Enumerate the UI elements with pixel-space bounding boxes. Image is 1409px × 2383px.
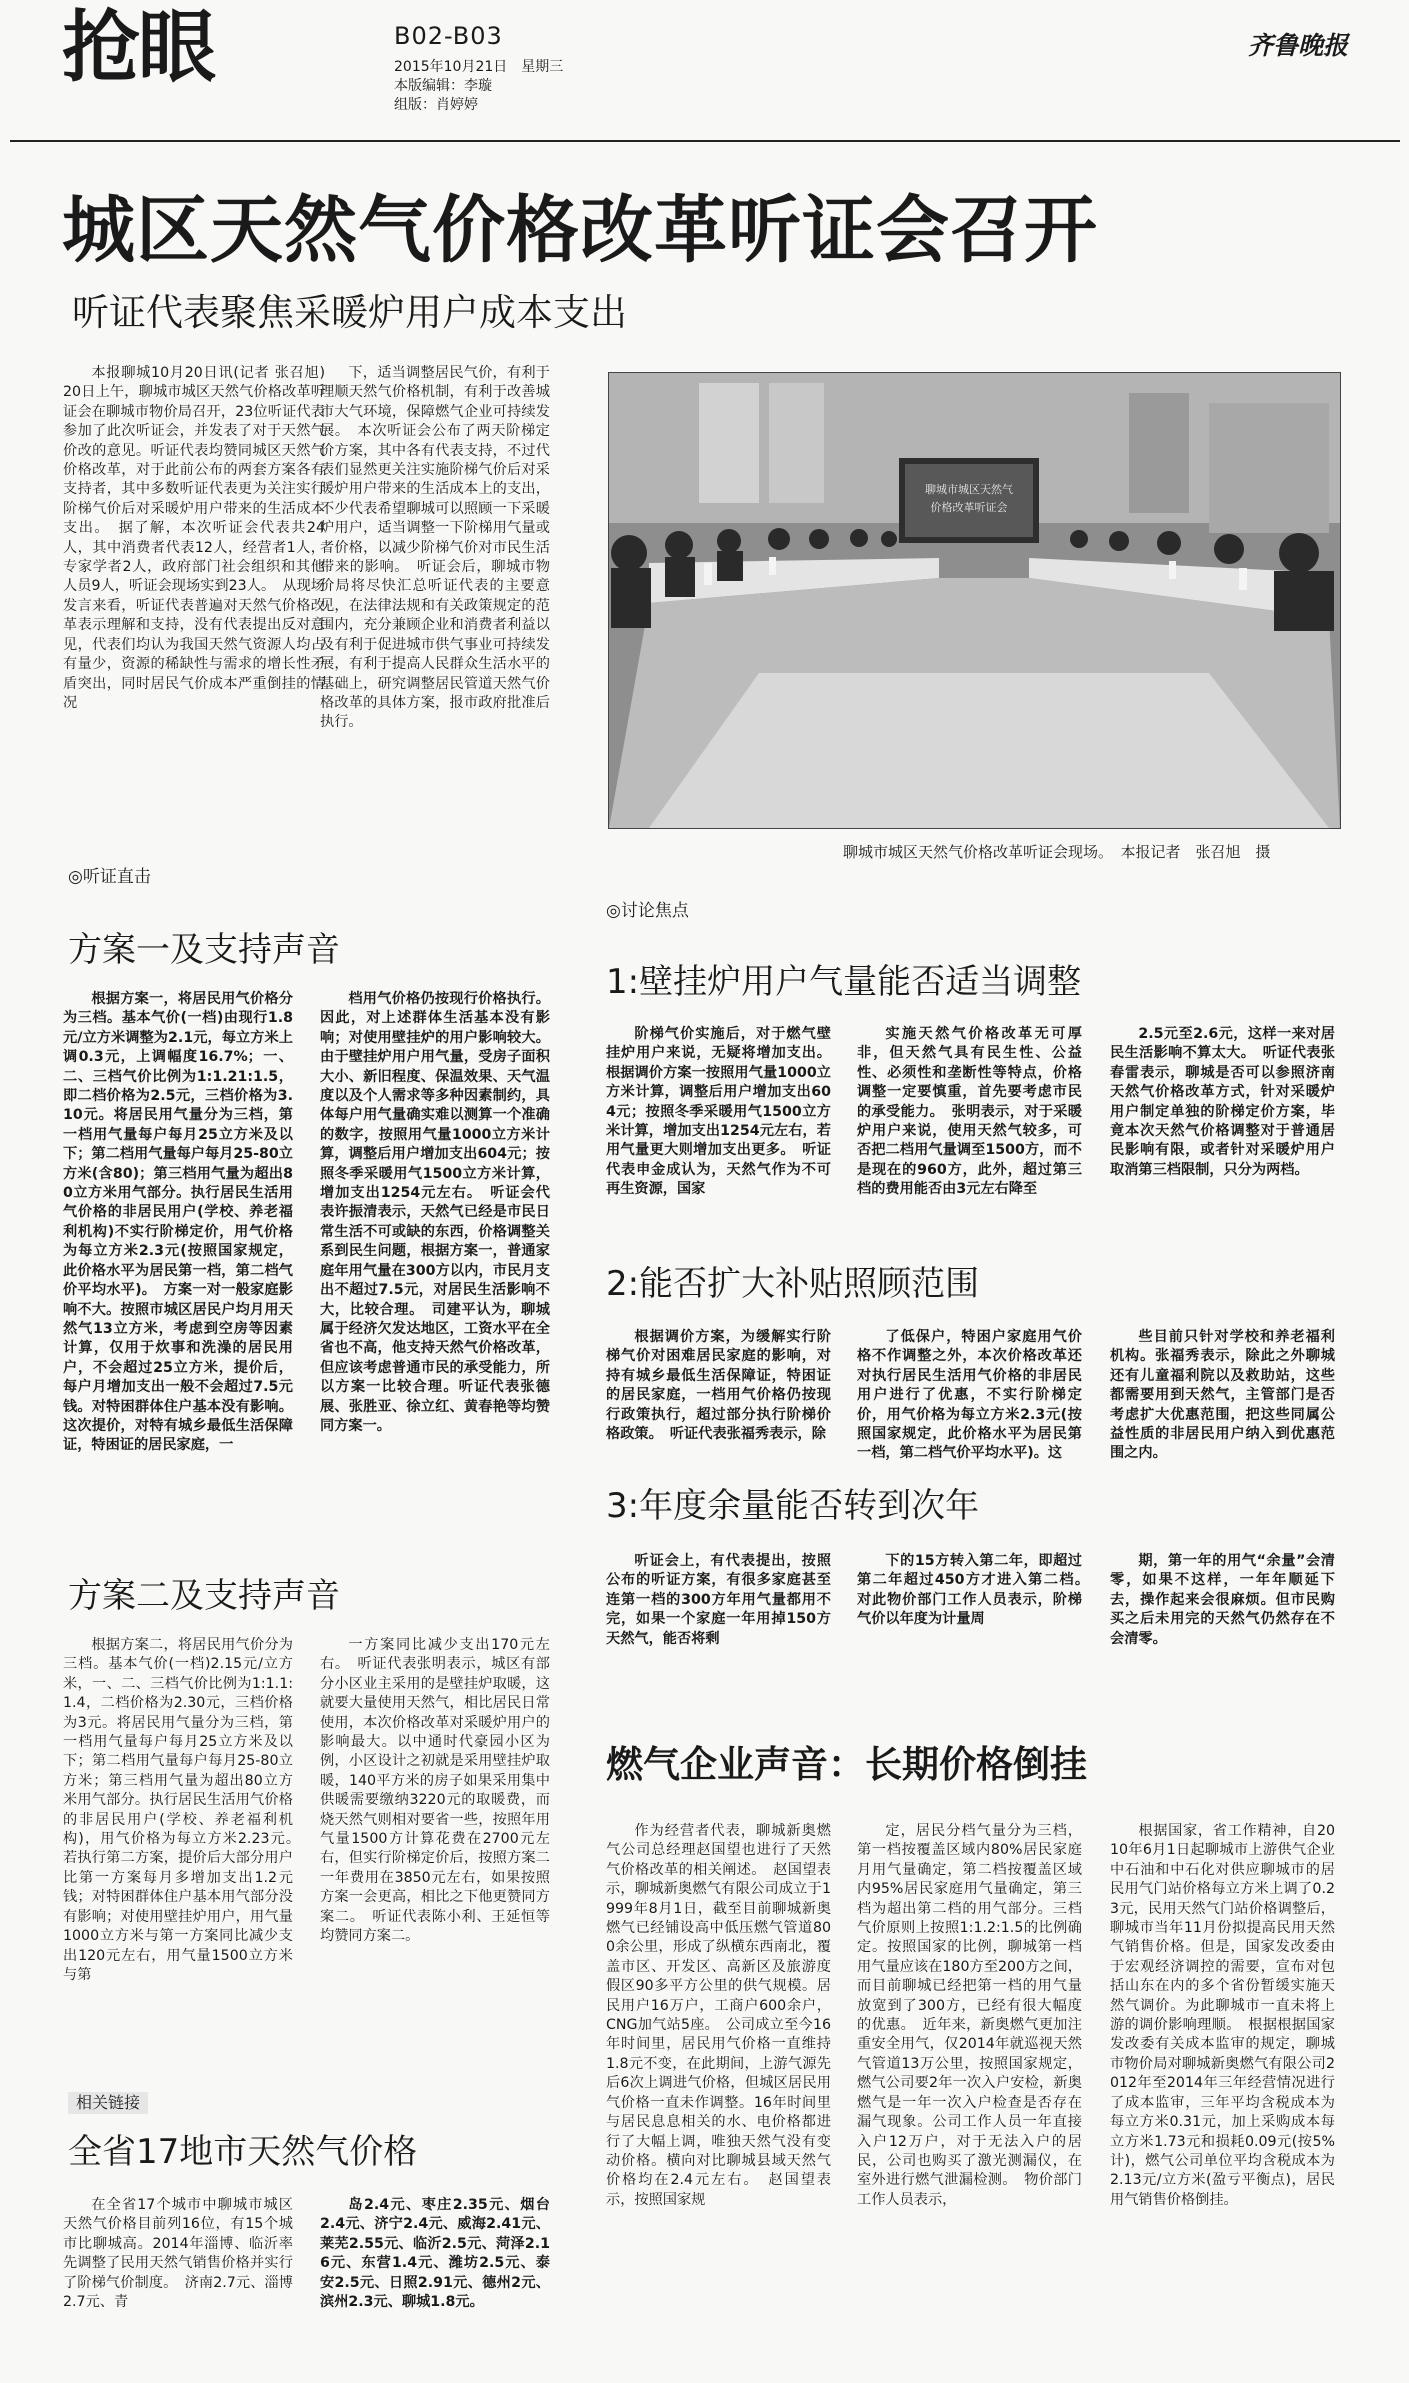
plan2-column-1: 根据方案二，将居民用气价分为三档。基本气价(一档)2.15元/立方米，一、二、三档气价比例为1:1.1:1.4，二档价格为2.30元，三档价格为3元。将居民用气量分为三档，第一档用气量每户每月25立方米及以下；第二档用气量每户每月25-80立方米；第三档用气量为超出80立方米用气部分。执行居民生活用气价格的非居民用户(学校、养老福利机构)，用气价格为每立方米2.23元。 若执行第二方案，提价后大部分用户比第一方案每月多增加支出1.2元钱；对特困群体住户基本用气部分没有影响；对使用壁挂炉用户，用气量1000立方米与第一方案同比减少支出120元左右，用气量1500立方米与第 bbox=[63, 1637, 308, 1983]
q1-column-2: 实施天然气价格改革无可厚非，但天然气具有民生性、公益性、必须性和垄断性等特点，价格调整一定要慎重，首先要考虑市民的承受能力。 张明表示，对于采暖炉用户来说，使用天然气较多，可否把二档用气量调至1500方，而不是现在的960方，此外，超过第三档的费用能否由3元左右降至 bbox=[857, 1026, 1082, 1198]
section-marker-discussion: ◎讨论焦点 bbox=[606, 901, 689, 921]
editor-credit: 本版编辑：李璇 bbox=[394, 78, 492, 94]
hearing-photo bbox=[608, 372, 1341, 829]
hearing-photo-illustration bbox=[609, 373, 1340, 828]
q2-column-2: 了低保户，特困户家庭用气价格不作调整之外，本次价格改革还对执行居民生活用气价格的非居民用户进行了优惠，不实行阶梯定价，用气价格为每立方米2.3元(按照国家规定，此价格水平为居民第一档，第二档气价平均水平)。这 bbox=[857, 1329, 1082, 1462]
plan1-heading: 方案一及支持声音 bbox=[68, 930, 340, 970]
q2-heading: 2:能否扩大补贴照顾范围 bbox=[606, 1264, 980, 1304]
related-heading: 全省17地市天然气价格 bbox=[68, 2132, 418, 2172]
issue-date: 2015年10月21日 星期三 bbox=[394, 59, 564, 75]
screen-text-line-1: 聊城市城区天然气 bbox=[925, 483, 1013, 496]
related-column-2: 岛2.4元、枣庄2.35元、烟台2.4元、济宁2.4元、威海2.41元、莱芜2.55元、临沂2.5元、菏泽2.16元、东营1.4元、潍坊2.5元、泰安2.5元、日照2.91元、德州2元、滨州2.3元、聊城1.8元。 bbox=[320, 2197, 550, 2311]
section-masthead: 抢眼 bbox=[62, 2, 215, 93]
layout-credit: 组版：肖婷婷 bbox=[394, 97, 478, 113]
issue-meta bbox=[394, 58, 563, 115]
page-range: B02-B03 bbox=[394, 22, 503, 50]
photo-caption: 聊城市城区天然气价格改革听证会现场。 本报记者 张召旭 摄 bbox=[843, 843, 1271, 861]
q2-column-1: 根据调价方案，为缓解实行阶梯气价对困难居民家庭的影响，对持有城乡最低生活保障证，特困证的居民家庭，一档用气价格仍按现行政策执行，超过部分执行阶梯价格政策。 听证代表张福秀表示，除 bbox=[606, 1329, 831, 1443]
lead-column-1: 本报聊城10月20日讯(记者 张召旭) 20日上午，聊城市城区天然气价格改革听证会在聊城市物价局召开，23位听证代表参加了此次听证会，并发表了对于天然气价改的意见。听证代表均赞同城区天然气价格改革，对于此前公布的两套方案各有支持者，其中多数听证代表更为关注实行阶梯气价后对采暖炉用户带来的生活成本支出。 据了解，本次听证会代表共24人，其中消费者代表12人，经营者1人，专家学者2人，政府部门社会组织和其他人员9人，听证会现场实到23人。 从现场发言来看，听证代表普遍对天然气价格改革表示理解和支持，没有代表提出反对意见，代表们均认为我国天然气资源人均占有量少，资源的稀缺性与需求的增长性矛盾突出，同时居民气价成本严重倒挂的情况 bbox=[63, 365, 340, 711]
section-marker-hearing: ◎听证直击 bbox=[68, 867, 151, 887]
gas-column-2: 定，居民分档气量分为三档，第一档按覆盖区域内80%居民家庭月用气量确定，第二档按覆盖区域内95%居民家庭用气量确定，第三档为超出第二档的用气部分。三档气价原则上按照1:1.2:1.5的比例确定。按照国家的比例，聊城第一档用气量应该在180方至200方之间，而目前聊城已经把第一档的用气量放宽到了300方，已经有很大幅度的优惠。 近年来，新奥燃气更加注重安全用气，仅2014年就巡视天然气管道13万公里，按照国家规定，燃气公司要2年一次入户安检，新奥燃气是一年一次入户检查是否存在漏气现象。公司工作人员一年直接入户12万户，对于无法入户的居民，公司也购买了激光测漏仪，在室外进行燃气泄漏检测。 物价部门工作人员表示， bbox=[857, 1823, 1082, 2208]
plan2-column-2: 一方案同比减少支出170元左右。 听证代表张明表示，城区有部分小区业主采用的是壁挂炉取暖，这就要大量使用天然气，相比居民日常使用，本次价格改革对采暖炉用户的影响最大。以中通时代豪园小区为例，小区设计之初就是采用壁挂炉取暖，140平方米的房子如果采用集中供暖需要缴纳3220元的取暖费，而烧天然气则相对要省一些，按照年用气量1500方计算花费在2700元左右，但实行阶梯定价后，按照方案二一年费用在3850元左右，如果按照方案一会更高，相比之下他更赞同方案二。 听证代表陈小利、王延恒等均赞同方案二。 bbox=[320, 1637, 550, 1945]
article-title: 城区天然气价格改革听证会召开 bbox=[62, 188, 1098, 273]
related-column-1: 在全省17个城市中聊城市城区天然气价格目前列16位，有15个城市比聊城高。2014年淄博、临沂率先调整了民用天然气销售价格并实行了阶梯气价制度。 济南2.7元、淄博2.7元、青 bbox=[63, 2197, 293, 2311]
q3-column-3: 期，第一年的用气“余量”会清零，如果不这样，一年年顺延下去，操作起来会很麻烦。但市民购买之后未用完的天然气仍然存在不会清零。 bbox=[1110, 1553, 1335, 1647]
gas-company-heading: 燃气企业声音：长期价格倒挂 bbox=[606, 1743, 1087, 1786]
q1-column-3: 2.5元至2.6元，这样一来对居民生活影响不算太大。 听证代表张春雷表示，聊城是否可以参照济南天然气价格改革方式，针对采暖炉用户制定单独的阶梯定价方案，毕竟本次天然气价格调整对于普通居民影响有限，或者针对采暖炉用户取消第三档限制，只分为两档。 bbox=[1110, 1026, 1335, 1178]
plan2-heading: 方案二及支持声音 bbox=[68, 1576, 340, 1616]
gas-column-1: 作为经营者代表，聊城新奥燃气公司总经理赵国望也进行了天然气价格改革的相关阐述。 赵国望表示，聊城新奥燃气有限公司成立于1999年8月1日，截至目前聊城新奥燃气已经铺设高中低压燃气管道800余公里，形成了纵横东西南北，覆盖市区、开发区、高新区及旅游度假区90多平方公里的供气规模。居民用户16万户，工商户600余户，CNG加气站5座。 公司成立至今16年时间里，居民用气价格一直维持1.8元不变，在此期间，上游气源先后6次上调进气价格，但城区居民用气价格一直未作调整。16年时间里与居民息息相关的水、电价格都进行了大幅上调，唯独天然气没有变动价格。横向对比聊城县域天然气价格均在2.4元左右。 赵国望表示，按照国家规 bbox=[606, 1823, 831, 2208]
article-subtitle: 听证代表聚焦采暖炉用户成本支出 bbox=[72, 291, 627, 334]
q1-column-1: 阶梯气价实施后，对于燃气壁挂炉用户来说，无疑将增加支出。根据调价方案一按照用气量1000立方米计算，调整后用户增加支出604元；按照冬季采暖用气1500立方米计算，增加支出1254元左右，若用气量更大则增加支出更多。 听证代表申金成认为，天然气作为不可再生资源，国家 bbox=[606, 1026, 831, 1198]
header-rule bbox=[10, 140, 1400, 142]
gas-column-3: 根据国家，省工作精神，自2010年6月1日起聊城市上游供气企业中石油和中石化对供应聊城市的居民用气门站价格每立方米上调了0.23元，民用天然气门站价格调整后，聊城市当年11月份拟提高民用天然气销售价格。但是，国家发改委由于宏观经济调控的需要，宣布对包括山东在内的多个省份暂缓实施天然气调价。为此聊城市一直未将上游的调价影响理顺。 根据根据国家发改委有关成本监审的规定，聊城市物价局对聊城新奥燃气有限公司2012年至2014年三年经营情况进行了成本监审，三年平均含税成本为每立方米0.31元，加上采购成本每立方米1.73元和损耗0.09元(按5%计)，燃气公司单位平均含税成本为2.13元/立方米(盈亏平衡点)，居民用气销售价格倒挂。 bbox=[1110, 1823, 1335, 2208]
newspaper-name: 齐鲁晚报 bbox=[1248, 31, 1349, 60]
related-link-tag: 相关链接 bbox=[68, 2092, 148, 2114]
q3-column-1: 听证会上，有代表提出，按照公布的听证方案，有很多家庭甚至连第一档的300方年用气量都用不完，如果一个家庭一年用掉150方天然气，能否将剩 bbox=[606, 1553, 831, 1647]
q3-column-2: 下的15方转入第二年，即超过第二年超过450方才进入第二档。 对此物价部门工作人员表示，阶梯气价以年度为计量周 bbox=[857, 1553, 1097, 1628]
screen-text-line-2: 价格改革听证会 bbox=[930, 501, 1008, 514]
q2-column-3: 些目前只针对学校和养老福利机构。张福秀表示，除此之外聊城还有儿童福利院以及救助站，这些都需要用到天然气，主管部门是否考虑扩大优惠范围，把这些同属公益性质的非居民用户纳入到优惠范围之内。 bbox=[1110, 1329, 1335, 1462]
plan1-column-1: 根据方案一，将居民用气价格分为三档。基本气价(一档)由现行1.8元/立方米调整为2.1元，每立方米上调0.3元，上调幅度16.7%；一、二、三档气价比例为1:1.21:1.5，即二档价格为2.5元，三档价格为3.10元。将居民用气量分为三档，第一档用气量每户每月25立方米及以下；第二档用气量每户每月25-80立方米(含80)；第三档用气量为超出80立方米用气部分。执行居民生活用气价格的非居民用户(学校、养老福利机构)不实行阶梯定价，用气价格为每立方米2.3元(按照国家规定，此价格水平为居民第一档，第二档气价平均水平)。 方案一对一般家庭影响不大。按照市城区居民户均月用天然气13立方米，考虑到空房等因素计算，仅用于炊事和洗澡的居民用户，不会超过25立方米，提价后，每户月增加支出一般不会超过7.5元钱。对特困群体住户基本没有影响。这次提价，对特有城乡最低生活保障证，特困证的居民家庭，一 bbox=[63, 991, 293, 1454]
lead-column-2: 下，适当调整居民气价，有利于理顺天然气价格机制，有利于改善城市大气环境，保障燃气企业可持续发展。 本次听证会公布了两天阶梯定价方案，其中各有代表支持，不过代表们显然更关注实施阶梯气价后对采暖炉用户带来的生活成本上的支出，不少代表希望聊城可以照顾一下采暖炉用户，适当调整一下阶梯用气量或者价格，以减少阶梯气价对市民生活带来的影响。 听证会后，聊城市物价局将尽快汇总听证代表的主要意见，在法律法规和有关政策规定的范围内，充分兼顾企业和消费者利益以及有利于促进城市供气事业可持续发展，有利于提高人民群众生活水平的基础上，研究调整居民管道天然气价格改革的具体方案，报市政府批准后执行。 bbox=[320, 365, 550, 731]
plan1-column-2: 档用气价格仍按现行价格执行。因此，对上述群体生活基本没有影响；对使用壁挂炉的用户影响较大。由于壁挂炉用户用气量，受房子面积大小、新旧程度、保温效果、天气温度以及个人需求等多种因素制约，具体每户用气量确实难以测算一个准确的数字，按照用气量1000立方米计算，调整后用户增加支出604元；按照冬季采暖用气1500立方米计算，增加支出1254元左右。 听证会代表许振清表示，天然气已经是市民日常生活不可或缺的东西，价格调整关系到民生问题，根据方案一，普通家庭年用气量在300方以内，市民月支出不超过7.5元，对居民生活影响不大，比较合理。 司建平认为，聊城属于经济欠发达地区，工资水平在全省也不高，他支持天然气价格改革，但应该考虑普通市民的承受能力，所以方案一比较合理。听证代表张德展、张胜亚、徐立红、黄春艳等均赞同方案一。 bbox=[320, 991, 550, 1434]
q3-heading: 3:年度余量能否转到次年 bbox=[606, 1486, 980, 1526]
q1-heading: 1:壁挂炉用户气量能否适当调整 bbox=[606, 962, 1082, 1002]
